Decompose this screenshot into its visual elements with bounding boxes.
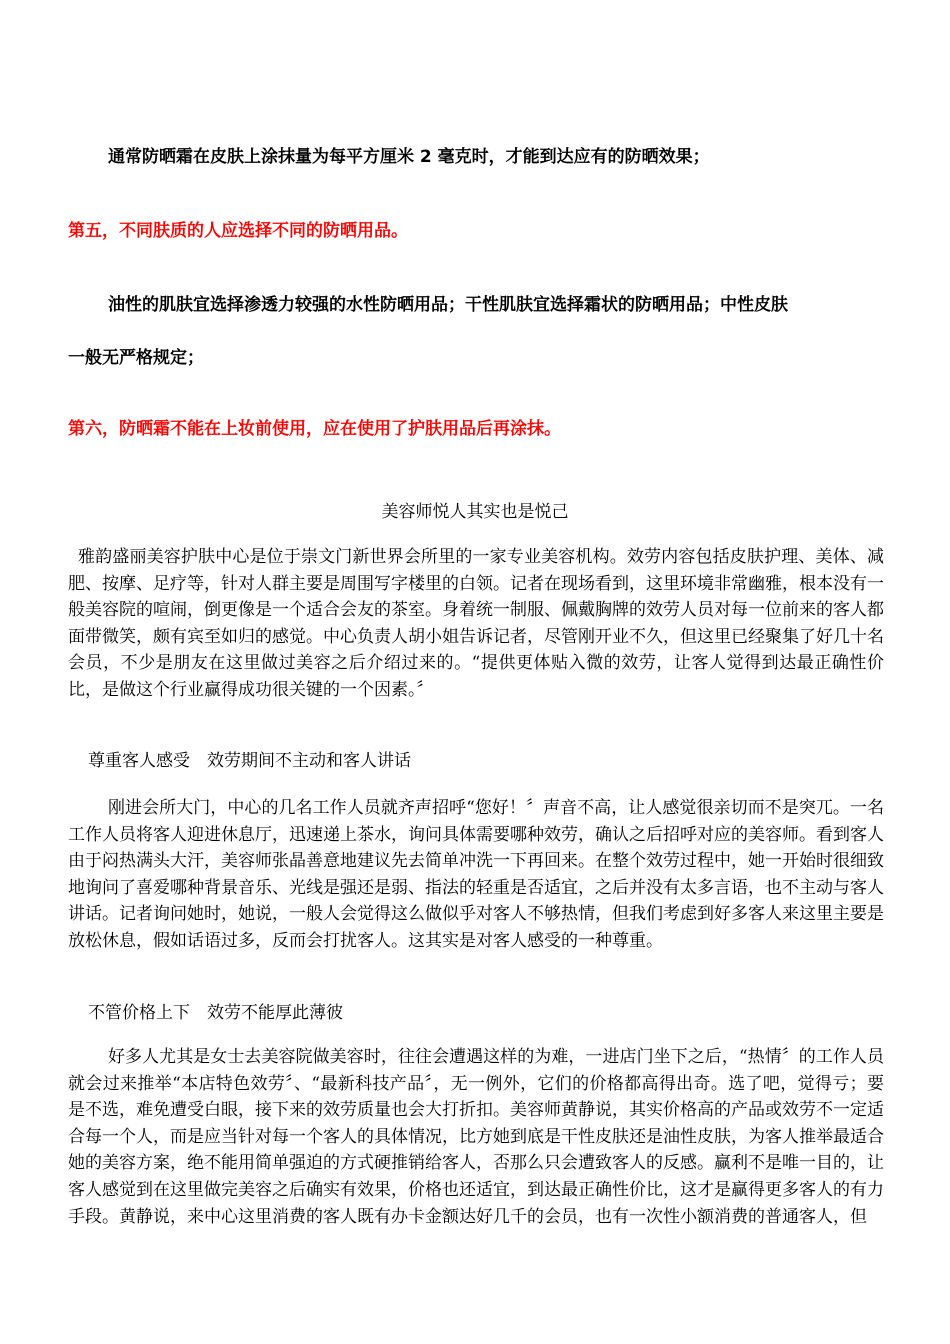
- article-subhead-1: 尊重客人感受 效劳期间不主动和客人讲话: [88, 751, 411, 771]
- article-paragraph-3: 好多人尤其是女士去美容院做美容时，往往会遭遇这样的为难，一进店门坐下之后，“热情〞的工作人员就会过来推举“本店特色效劳〞、“最新科技产品〞，无一例外，它们的价格都高得出奇。选了吧，觉得亏；要是不选，难免遭受白眼，接下来的效劳质量也会大打折扣。美容师黄静说，其实价格高的产品或效劳不一定适合每一个人，而是应当针对每一个客人的具体情况，比方她到底是干性皮肤还是油性皮肤，为客人推举最适合她的美容方案，绝不能用简单强迫的方式硬推销给客人，否那么只会遭致客人的反感。赢利不是唯一目的，让客人感觉到在这里做完美容之后确实有效果，价格也还适宜，到达最正确性价比，这才是赢得更多客人的有力手段。黄静说，来中心这里消费的客人既有办卡金额达好几千的会员，也有一次性小额消费的普通客人，但: [68, 1047, 884, 1227]
- article-paragraph-2: 刚进会所大门，中心的几名工作人员就齐声招呼“您好！〞声音不高，让人感觉很亲切而不是突兀。一名工作人员将客人迎进休息厅，迅速递上茶水，询问具体需要哪种效劳，确认之后招呼对应的美容师。看到客人由于闷热满头大汗，美容师张晶善意地建议先去简单冲洗一下再回来。在整个效劳过程中，她一开始时很细致地询问了喜爱哪种背景音乐、光线是强还是弱、指法的轻重是否适宜，之后并没有太多言语，也不主动与客人讲话。记者询问她时，她说，一般人会觉得这么做似乎对客人不够热情，但我们考虑到好多客人来这里主要是放松休息，假如话语过多，反而会打扰客人。这其实是对客人感受的一种尊重。: [68, 798, 884, 951]
- point-five-body-line2: 一般无严格规定；: [68, 348, 204, 368]
- point-five-body-line1: 油性的肌肤宜选择渗透力较强的水性防晒用品；干性肌肤宜选择霜状的防晒用品；中性皮肤: [108, 295, 788, 315]
- article-subhead-2: 不管价格上下 效劳不能厚此薄彼: [88, 1003, 343, 1023]
- point-five-heading: 第五，不同肤质的人应选择不同的防晒用品。: [68, 221, 408, 241]
- intro-line: 通常防晒霜在皮肤上涂抹量为每平方厘米 2 毫克时，才能到达应有的防晒效果；: [108, 147, 710, 167]
- point-six-heading: 第六，防晒霜不能在上妆前使用，应在使用了护肤用品后再涂抹。: [68, 419, 561, 439]
- article-paragraph-1: 雅韵盛丽美容护肤中心是位于崇文门新世界会所里的一家专业美容机构。效劳内容包括皮肤护理、美体、减肥、按摩、足疗等，针对人群主要是周围写字楼里的白领。记者在现场看到，这里环境非常幽雅，根本没有一般美容院的喧闹，倒更像是一个适合会友的茶室。身着统一制服、佩戴胸牌的效劳人员对每一位前来的客人都面带微笑，颇有宾至如归的感觉。中心负责人胡小姐告诉记者，尽管刚开业不久，但这里已经聚集了好几十名会员，不少是朋友在这里做过美容之后介绍过来的。“提供更体贴入微的效劳，让客人觉得到达最正确性价比，是做这个行业赢得成功很关键的一个因素。〞: [68, 547, 884, 700]
- article-title: 美容师悦人其实也是悦己: [381, 502, 569, 522]
